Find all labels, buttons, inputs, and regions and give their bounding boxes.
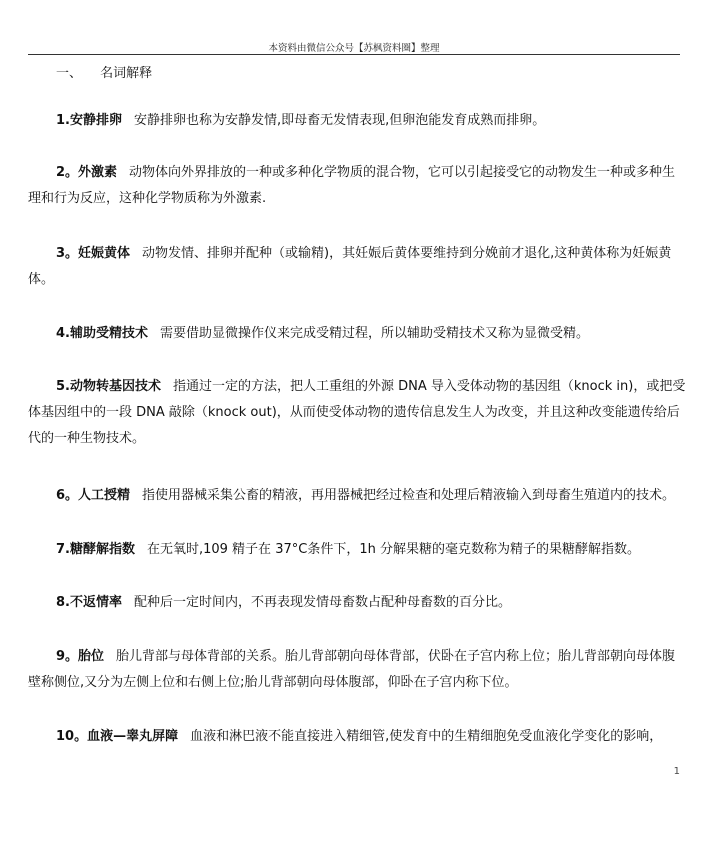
entry-definition: 配种后一定时间内，不再表现发情母畜数占配种母畜数的百分比。 <box>133 595 511 610</box>
section-number: 一、 <box>56 66 83 81</box>
glossary-entry <box>28 108 688 134</box>
section-title: 名词解释 <box>100 66 153 81</box>
entry-term: 4.辅助受精技术 <box>56 326 148 341</box>
header-rule <box>28 54 680 55</box>
section-heading <box>56 62 152 81</box>
entry-definition: 血液和淋巴液不能直接进入精细管,使发育中的生精细胞免受血液化学变化的影响， <box>190 729 663 744</box>
entry-term: 6。人工授精 <box>56 488 131 503</box>
glossary-entry <box>28 374 688 452</box>
header-text: 本资料由微信公众号【苏枫资料圈】整理 <box>268 43 440 54</box>
entry-term: 9。胎位 <box>56 649 105 664</box>
entry-definition: 动物发情、排卵并配种（或输精)，其妊娠后黄体要维持到分娩前才退化,这种黄体称为妊娠黄体。 <box>28 246 672 287</box>
glossary-entry <box>28 321 688 347</box>
entry-term: 7.糖酵解指数 <box>56 542 135 557</box>
glossary-entry <box>28 160 688 212</box>
entry-term: 8.不返情率 <box>56 595 122 610</box>
glossary-entry <box>28 241 688 293</box>
entry-definition: 动物体向外界排放的一种或多种化学物质的混合物，它可以引起接受它的动物发生一种或多种生理和行为反应，这种化学物质称为外激素. <box>28 165 676 206</box>
entry-term: 3。妊娠黄体 <box>56 246 131 261</box>
entry-definition: 胎儿背部与母体背部的关系。胎儿背部朝向母体背部，伏卧在子宫内称上位；胎儿背部朝向母体腹壁称侧位,又分为左侧上位和右侧上位;胎儿背部朝向母体腹部，仰卧在子宫内称下位。 <box>28 649 676 690</box>
glossary-entry <box>28 724 688 750</box>
entry-definition: 安静排卵也称为安静发情,即母畜无发情表现,但卵泡能发育成熟而排卵。 <box>133 113 546 128</box>
entry-definition: 指使用器械采集公畜的精液，再用器械把经过检查和处理后精液输入到母畜生殖道内的技术。 <box>142 488 676 503</box>
entry-definition: 指通过一定的方法，把人工重组的外源 DNA 导入受体动物的基因组（knock in)，或把受体基因组中的一段 DNA 敲除（knock out)，从而使受体动物的遗传信息发生人为改变，并且这种改变能遗传给后代的一种生物技术。 <box>28 379 686 446</box>
glossary-entry <box>28 483 688 509</box>
entry-definition: 在无氧时,109 精子在 37°C条件下，1h 分解果糖的毫克数称为精子的果糖酵解指数。 <box>146 542 640 557</box>
entry-term: 2。外激素 <box>56 165 118 180</box>
entry-definition: 需要借助显微操作仪来完成受精过程，所以辅助受精技术又称为显微受精。 <box>159 326 589 341</box>
page-number: 1 <box>673 766 680 777</box>
entry-term: 10。血液—睾丸屏障 <box>56 729 179 744</box>
glossary-entry <box>28 644 688 696</box>
glossary-entry <box>28 590 688 616</box>
entry-term: 1.安静排卵 <box>56 113 122 128</box>
glossary-entry <box>28 537 688 563</box>
entry-term: 5.动物转基因技术 <box>56 379 161 394</box>
